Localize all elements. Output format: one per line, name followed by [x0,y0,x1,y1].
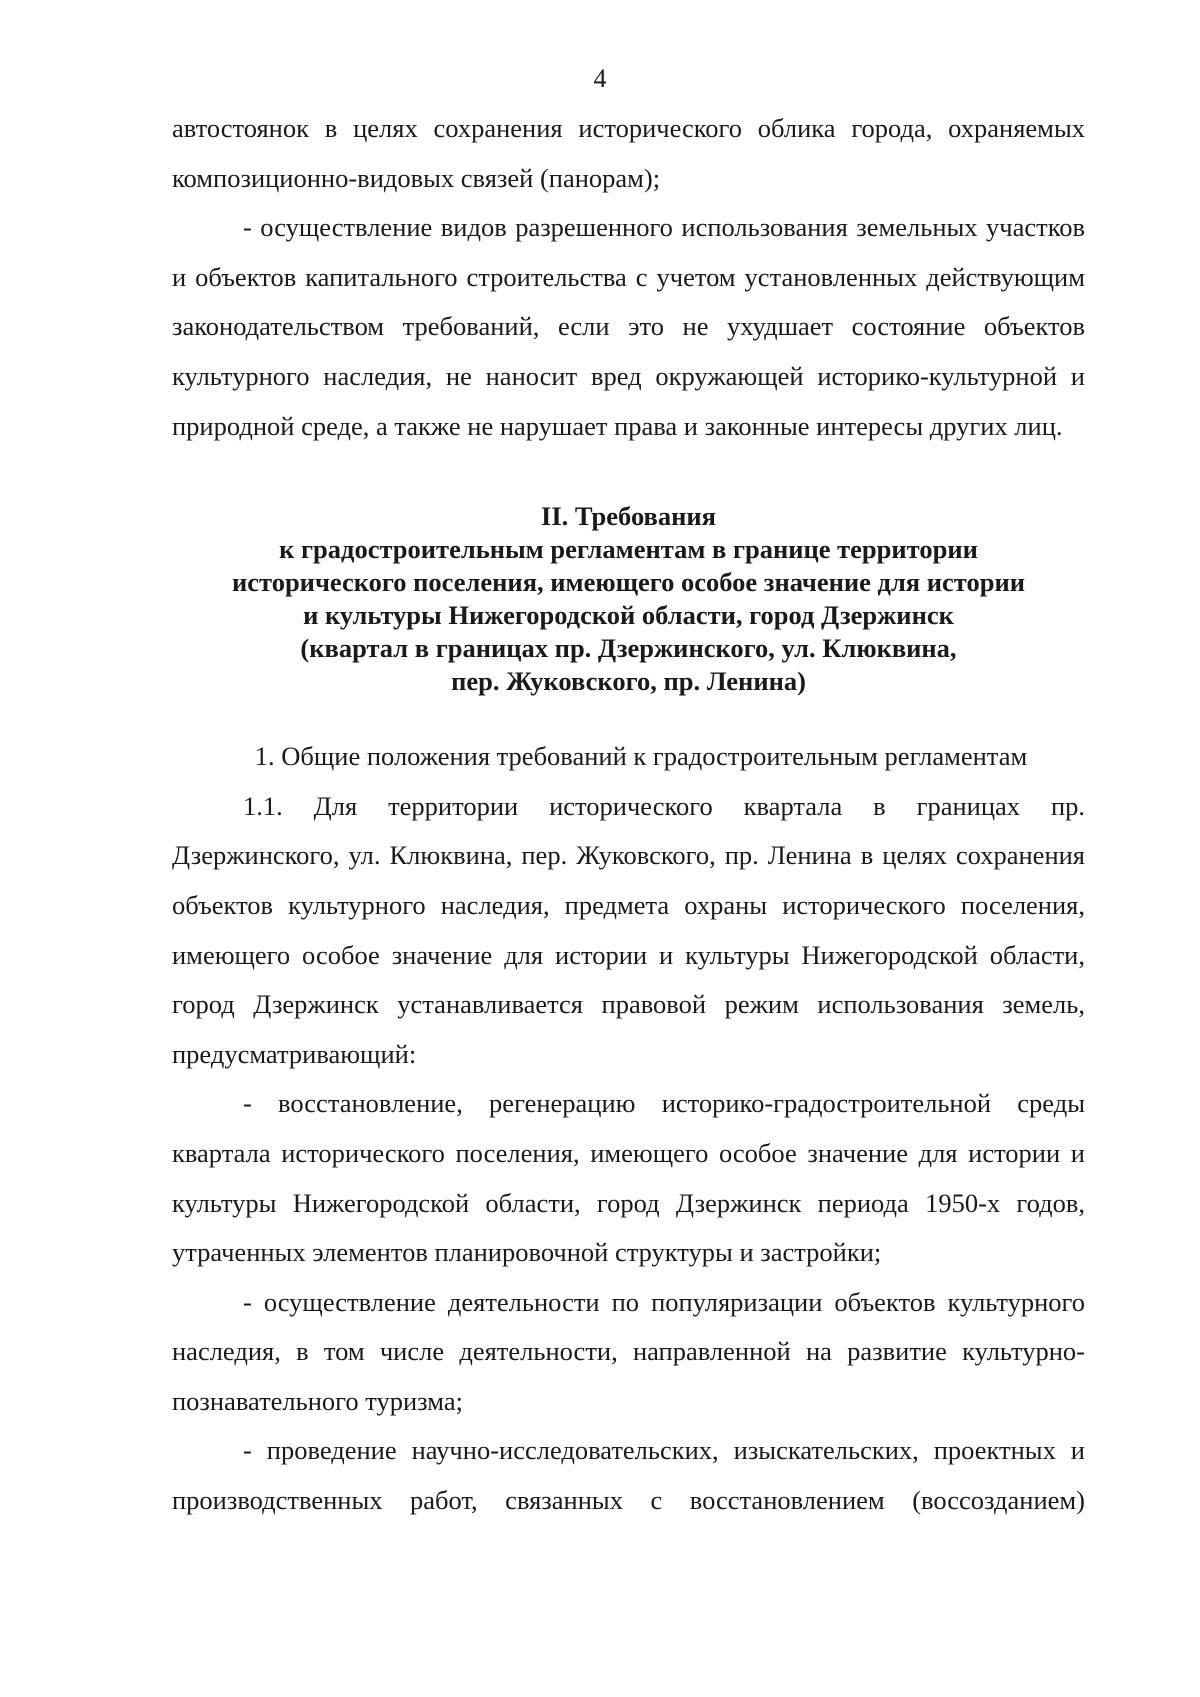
paragraph-list-item: - осуществление видов разрешенного использования земельных участков и объектов капитального строительства с учетом установленных действующим законодательством требований, если это не ухудшает состояние объектов культурного наследия, не наносит вред окружающей историко-культурной и природной среде, а также не нарушает права и законные интересы других лиц. [172,212,1085,441]
subsection-title: 1. Общие положения требований к градостроительным регламентам [254,741,1028,772]
paragraph-continuation: автостоянок в целях сохранения исторического облика города, охраняемых композиционно-видовых связей (панорам); [172,113,1085,193]
section-heading [172,500,1085,698]
heading-line: (квартал в границах пр. Дзержинского, ул. Клюквина, [300,633,957,664]
heading-line: к градостроительным регламентам в границе территории [279,534,978,565]
paragraph-list-item: - проведение научно-исследовательских, изыскательских, проектных и производственных работ, связанных с восстановлением (воссозданием) [172,1435,1085,1516]
paragraph-list-item: - осуществление деятельности по популяризации объектов культурного наследия, в том числе деятельности, направленной на развитие культурно-познавательного туризма; [172,1286,1085,1416]
page-number: 4 [593,64,607,93]
heading-line: и культуры Нижегородской области, город Дзержинск [303,600,954,631]
heading-line: II. Требования [541,501,716,532]
paragraph-1-1: 1.1. Для территории исторического квартала в границах пр. Дзержинского, ул. Клюквина, пер. Жуковского, пр. Ленина в целях сохранения объектов культурного наследия, предмета охраны исторического поселения, имеющего особое значение для истории и культуры Нижегородской области, город Дзержинск устанавливается правовой режим использования земель, предусматривающий: [172,790,1085,1069]
heading-line: исторического поселения, имеющего особое значение для истории [232,567,1025,598]
heading-line: пер. Жуковского, пр. Ленина) [451,666,806,697]
document-body [172,104,1085,1526]
paragraph-list-item: - восстановление, регенерацию историко-градостроительной среды квартала исторического поселения, имеющего особое значение для истории и культуры Нижегородской области, город Дзержинск периода 1950-х годов, утраченных элементов планировочной структуры и застройки; [172,1088,1085,1268]
